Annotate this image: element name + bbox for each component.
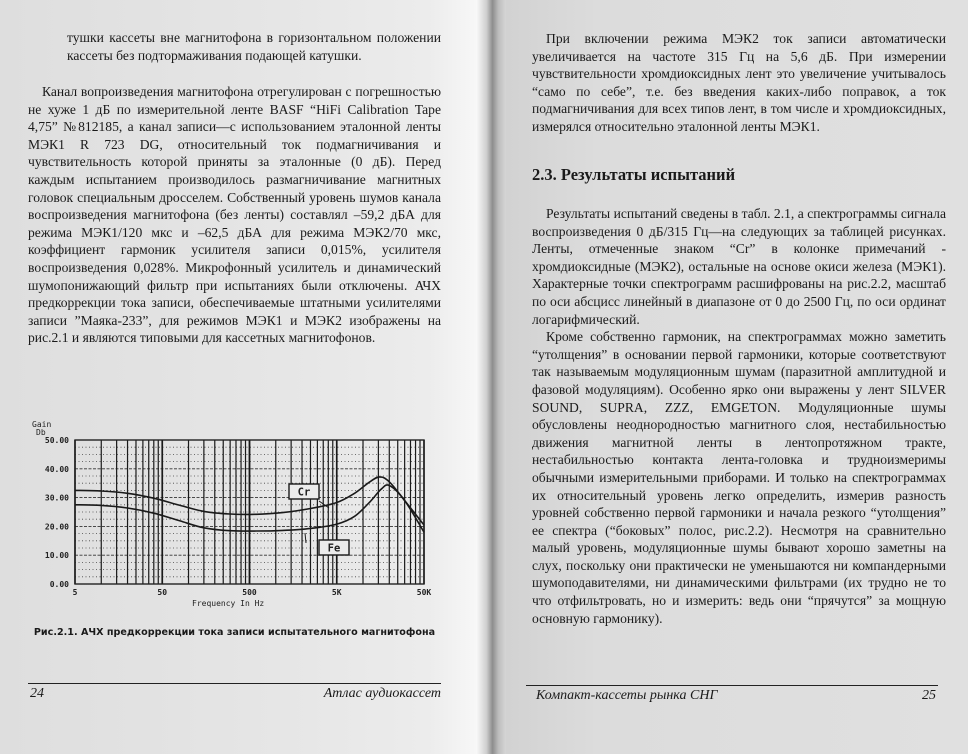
right-running-footer: Компакт-кассеты рынка СНГ xyxy=(536,688,718,703)
frequency-response-chart xyxy=(0,410,476,620)
left-paragraph-2-text: Канал вопроизведения магнитофона отрегулирован с погрешностью не хуже 1 дБ по измерительной ленте BASF “HiFi Calibration Tape 4,75” №812185, а канал записи—с использованием эталонной ленты МЭК1 R 723 DG, относительный ток подмагничивания и чувствительность которой приняты за эталонные (0 дБ). Перед каждым испытанием производилось размагничивание магнитных головок специальным дросселем. Собственный уровень шумов канала воспроизведения магнитофона (без ленты) составлял –59,2 дБА для режима МЭК1/120 мкс и –62,5 дБА для режима МЭК2/70 мкс, коэффициент гармоник усилителя записи 0,015%, усилителя воспроизведения 0,028%. Микрофонный усилитель и динамический шумопонижающий фильтр при испытаниях были отключены. АЧХ предкоррекции тока записи, обеспечиваемые штатными усилителями записи ”Маяка-233”, для режимов МЭК1 и МЭК2 изображены на рис.2.1 и являются типовыми для кассетных магнитофонов. xyxy=(28,84,441,346)
right-footer-rule xyxy=(526,685,938,686)
chart-annotations xyxy=(289,484,349,555)
right-paragraph-2-text: Результаты испытаний сведены в табл. 2.1, а спектрограммы сигнала воспроизведения 0 дБ/315 Гц—на следующих за таблицей рисунках. Ленты, отмеченные знаком “Cr” в колонке примечаний - хромдиоксидные (МЭК2), остальные на основе окиси железа (МЭК1). Характерные точки спектрограмм расшифрованы на рис.2.2, масштаб по оси абсцисс линейный в диапазоне от 0 до 2500 Гц, по оси ординат логарифмический. xyxy=(532,206,946,327)
chart-x-ticks xyxy=(73,588,432,597)
chart-y-ticks xyxy=(45,436,69,589)
chart-xlabel: Frequency In Hz xyxy=(192,599,265,608)
right-paragraphs xyxy=(532,205,946,627)
chart-x-tick-label: 50K xyxy=(416,588,432,597)
right-page-number: 25 xyxy=(922,688,936,703)
right-paragraph-1 xyxy=(532,30,946,136)
chart-x-tick-label: 5 xyxy=(72,588,78,597)
chart-annotation-label: Fe xyxy=(327,542,341,555)
chart-y-tick-label: 40.00 xyxy=(44,464,69,474)
left-footer-rule xyxy=(28,683,441,684)
chart-y-tick-label: 20.00 xyxy=(44,522,69,532)
chart-ylabel-line-1: Gain xyxy=(32,420,52,429)
chart-x-tick-label: 500 xyxy=(242,588,257,597)
chart-x-tick-label: 50 xyxy=(157,588,168,597)
chart-ylabel-line-2: Db xyxy=(36,428,46,437)
left-running-footer: Атлас аудиокассет xyxy=(323,686,441,701)
left-paragraph-1 xyxy=(67,29,441,64)
left-page-number: 24 xyxy=(30,686,44,701)
right-paragraph-3-text: Кроме собственно гармоник, на спектрограммах можно заметить “утолщения” в основании первой гармоники, которые соответствуют так называемым модуляционным шумам (паразитной амплитудной и фазовой модуляциям). Особенно ярко они выражены у лент SILVER SOUND, SUPRA, ZZZ, EMGETON. Модуляционные шумы обусловлены неоднородностью магнитного слоя, нестабильностью движения магнитной ленты в лентопротяжном тракте, нестабильностью контакта лента-головка и трудноизмеримы обычными измерительными приборами. И только на спектрограммах их относительный уровень легко определить, измерив разность уровней собственно первой гармоники и начала резкого “утолщения” ее спектра (“боковых” полос, рис.2.2). Несмотря на сравнительно малый уровень, модуляционные шумы бывают хорошо заметны на слух, поскольку они практически не уменьшаются ни компандерными шумоподавителями, ни динамическими фильтрами (их трудно не то что отфильтровать, но и измерить: ведь они “прячутся” за мощную основную гармонику). xyxy=(532,329,946,626)
left-paragraph-2 xyxy=(28,83,441,347)
right-paragraph-1-text: При включении режима МЭК2 ток записи автоматически увеличивается на частоте 315 Гц на 5,6 дБ. При измерении чувствительности хромдиоксидных лент это увеличение учитывалось “само по себе”, т.е. без введения каких-либо поправок, а ток подмагничивания для всех типов лент, в том числе и хромдиоксидных, измерялся относительно эталонной ленты МЭК1. xyxy=(532,31,946,134)
chart-y-tick-label: 30.00 xyxy=(44,493,69,503)
book-gutter xyxy=(476,0,506,754)
chart-grid-x xyxy=(75,440,424,584)
chart-x-tick-label: 5K xyxy=(331,588,342,597)
section-heading: 2.3. Результаты испытаний xyxy=(532,165,736,184)
figure-caption: Рис.2.1. АЧХ предкоррекции тока записи испытательного магнитофона xyxy=(33,627,436,638)
chart-y-tick-label: 10.00 xyxy=(44,551,69,561)
chart-y-tick-label: 50.00 xyxy=(44,436,69,445)
chart-annotation-leader xyxy=(305,533,306,543)
chart-annotation-label: Cr xyxy=(297,486,311,499)
chart-y-tick-label: 0.00 xyxy=(49,580,69,589)
left-paragraph-1-text: тушки кассеты вне магнитофона в горизонтальном положении кассеты без подтормаживания подающей катушки. xyxy=(67,30,441,63)
